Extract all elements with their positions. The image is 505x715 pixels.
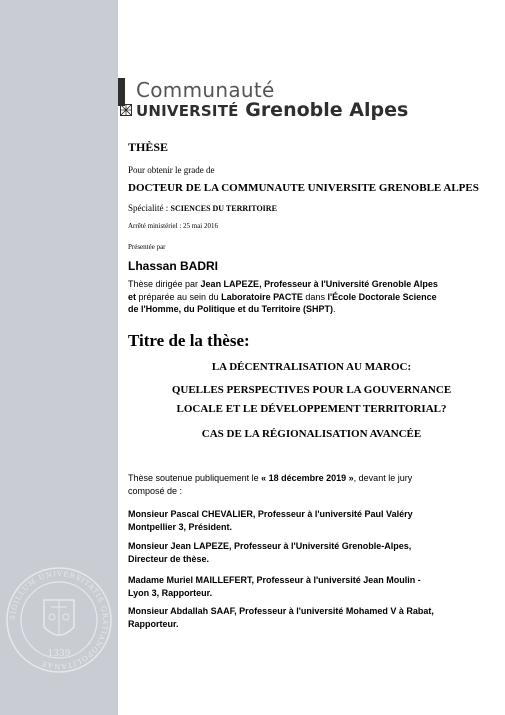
jury-member-line2: Rapporteur. xyxy=(128,618,179,629)
presented-by-text: Présentée par xyxy=(128,243,166,251)
decree-text: Arrêté ministériel : 25 mai 2016 xyxy=(128,222,219,230)
specialty-label: Spécialité : xyxy=(128,203,171,213)
thesis-title-line1: LA DÉCENTRALISATION AU MAROC: xyxy=(211,361,412,373)
logo-grenoble-alpes: Grenoble Alpes xyxy=(245,99,409,121)
logo-line1: Communauté xyxy=(136,78,275,102)
logo-grid-icon xyxy=(120,104,132,116)
supervision-text-1: Thèse dirigée par xyxy=(128,279,201,289)
supervision-text-5: . xyxy=(333,304,336,314)
jury-member-line1: Madame Muriel MAILLEFERT, Professeur à l'université Jean Moulin - xyxy=(128,575,421,585)
director-name: Jean LAPEZE, Professeur à l'Université Grenoble Alpes xyxy=(200,279,438,289)
supervision-text-4: dans xyxy=(302,291,328,302)
specialty-line xyxy=(128,203,277,213)
left-sidebar-band xyxy=(0,0,118,715)
thesis-title-label: Titre de la thèse: xyxy=(128,331,250,350)
university-logo xyxy=(118,76,478,126)
seal-ring-text: SIGILLUM UNIVERSITATIS GRATIANOPOLITANAE xyxy=(8,569,110,671)
thesis-title-line3: LOCALE ET LE DÉVELOPPEMENT TERRITORIAL? xyxy=(176,403,447,415)
specialty-value: SCIENCES DU TERRITOIRE xyxy=(170,204,277,213)
defense-text-2: , devant le jury xyxy=(353,473,413,483)
jury-member xyxy=(128,574,478,599)
defense-date: « 18 décembre 2019 » xyxy=(261,473,354,483)
defense-text-1: Thèse soutenue publiquement le xyxy=(128,473,262,483)
degree-title: DOCTEUR DE LA COMMUNAUTE UNIVERSITE GRENOBLE ALPES xyxy=(128,182,479,194)
jury-member-line1: Monsieur Abdallah SAAF, Professeur à l'université Mohamed V à Rabat, xyxy=(128,606,434,616)
logo-bar xyxy=(118,78,125,106)
lab-name: Laboratoire PACTE xyxy=(221,291,303,302)
logo-universite: UNIVERSITÉ xyxy=(136,102,239,120)
author-name: Lhassan BADRI xyxy=(128,259,219,273)
thesis-title-line2: QUELLES PERSPECTIVES POUR LA GOUVERNANCE xyxy=(171,384,452,396)
defense-paragraph xyxy=(128,472,478,497)
jury-member xyxy=(128,540,478,565)
logo-line2 xyxy=(136,99,408,121)
thesis-title-line4: CAS DE LA RÉGIONALISATION AVANCÉE xyxy=(201,428,422,440)
supervision-paragraph xyxy=(128,278,478,316)
jury-member-line1: Monsieur Jean LAPEZE, Professeur à l'Université Grenoble-Alpes, xyxy=(128,541,412,551)
supervision-text-3: préparée au sein du xyxy=(136,291,222,302)
jury-member-line1: Monsieur Pascal CHEVALIER, Professeur à l'université Paul Valéry xyxy=(128,509,413,519)
supervision-text-2: et xyxy=(128,291,137,302)
school-name-2: de l'Homme, du Politique et du Territoire (SHPT) xyxy=(128,304,333,314)
school-name-1: l'École Doctorale Science xyxy=(327,291,437,302)
main-content xyxy=(118,0,505,715)
jury-member-line2: Directeur de thèse. xyxy=(128,553,210,564)
defense-text-3: composé de : xyxy=(128,485,183,496)
jury-member-line2: Montpellier 3, Président. xyxy=(128,521,233,532)
thesis-heading: THÈSE xyxy=(128,140,169,154)
jury-member-line2: Lyon 3, Rapporteur. xyxy=(128,587,213,598)
jury-member xyxy=(128,508,478,533)
jury-member xyxy=(128,605,478,630)
seal-year: 1339 xyxy=(47,649,71,659)
university-seal-icon xyxy=(4,565,114,675)
obtain-grade-text: Pour obtenir le grade de xyxy=(128,165,215,175)
